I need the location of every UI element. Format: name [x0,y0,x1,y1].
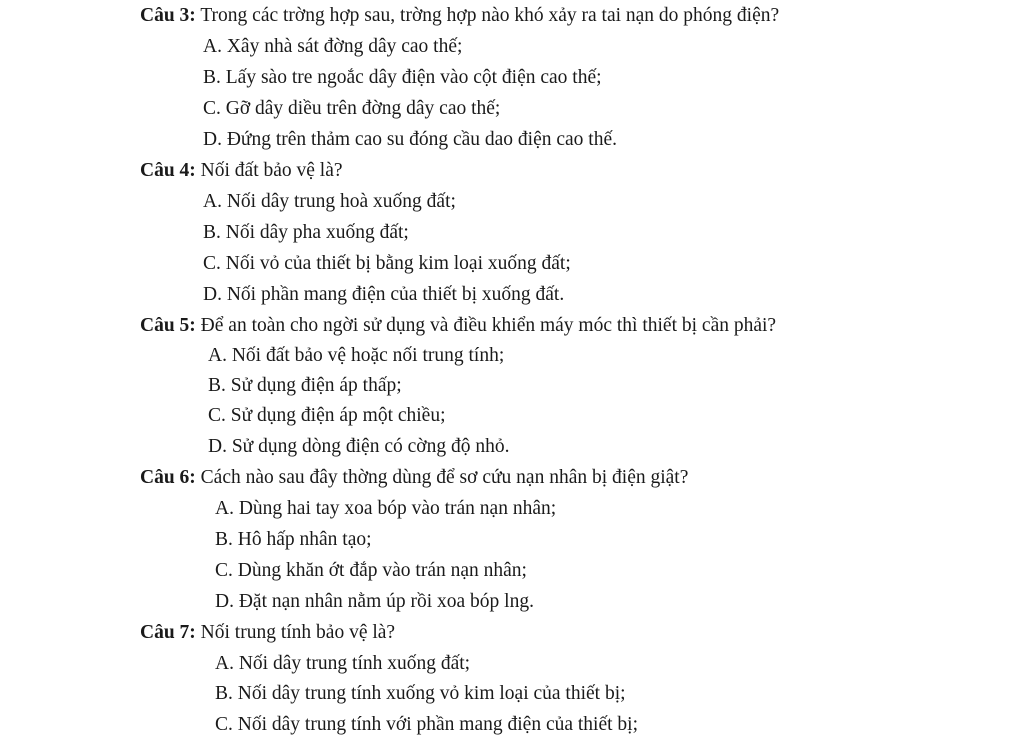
question-5 [140,310,776,341]
question-label: Câu 5: [140,315,196,336]
question-label: Câu 7: [140,622,196,643]
answer-option: B. Nối dây pha xuống đất; [203,222,409,243]
answer-option: A. Dùng hai tay xoa bóp vào trán nạn nhân; [215,498,557,519]
answer-option: C. Dùng khăn ớt đắp vào trán nạn nhân; [215,560,527,581]
answer-option: A. Nối dây trung tính xuống đất; [215,653,471,674]
question-3 [140,0,779,31]
question-label: Câu 6: [140,467,196,488]
question-7 [140,617,395,648]
answer-option: D. Sử dụng dòng điện có cờng độ nhỏ. [208,436,510,457]
question-6 [140,462,688,493]
question-label: Câu 4: [140,160,196,181]
answer-option: D. Đặt nạn nhân nằm úp rồi xoa bóp lng. [215,591,534,612]
question-text: Cách nào sau đây thờng dùng để sơ cứu nạn nhân bị điện giật? [200,467,689,488]
answer-option: B. Sử dụng điện áp thấp; [208,375,402,396]
answer-option: C. Sử dụng điện áp một chiều; [208,405,446,426]
answer-option: A. Nối dây trung hoà xuống đất; [203,191,456,212]
answer-option: D. Đứng trên thảm cao su đóng cầu dao điện cao thế. [203,129,617,150]
question-text: Nối trung tính bảo vệ là? [200,622,396,643]
answer-option: B. Hô hấp nhân tạo; [215,529,372,550]
answer-option: C. Nối dây trung tính với phần mang điện của thiết bị; [215,714,638,735]
answer-option: C. Nối vỏ của thiết bị bằng kim loại xuống đất; [203,253,571,274]
answer-option: B. Nối dây trung tính xuống vỏ kim loại của thiết bị; [215,683,626,704]
answer-option: A. Nối đất bảo vệ hoặc nối trung tính; [208,345,505,366]
question-text: Để an toàn cho ngời sử dụng và điều khiển máy móc thì thiết bị cần phải? [200,315,777,336]
question-text: Trong các trờng hợp sau, trờng hợp nào khó xảy ra tai nạn do phóng điện? [200,5,780,26]
answer-option: D. Nối phần mang điện của thiết bị xuống đất. [203,284,565,305]
question-4 [140,155,343,186]
answer-option: B. Lấy sào tre ngoắc dây điện vào cột điện cao thế; [203,67,602,88]
question-label: Câu 3: [140,5,196,26]
answer-option: A. Xây nhà sát đờng dây cao thế; [203,36,463,57]
question-text: Nối đất bảo vệ là? [200,160,343,181]
answer-option: C. Gỡ dây diều trên đờng dây cao thế; [203,98,501,119]
